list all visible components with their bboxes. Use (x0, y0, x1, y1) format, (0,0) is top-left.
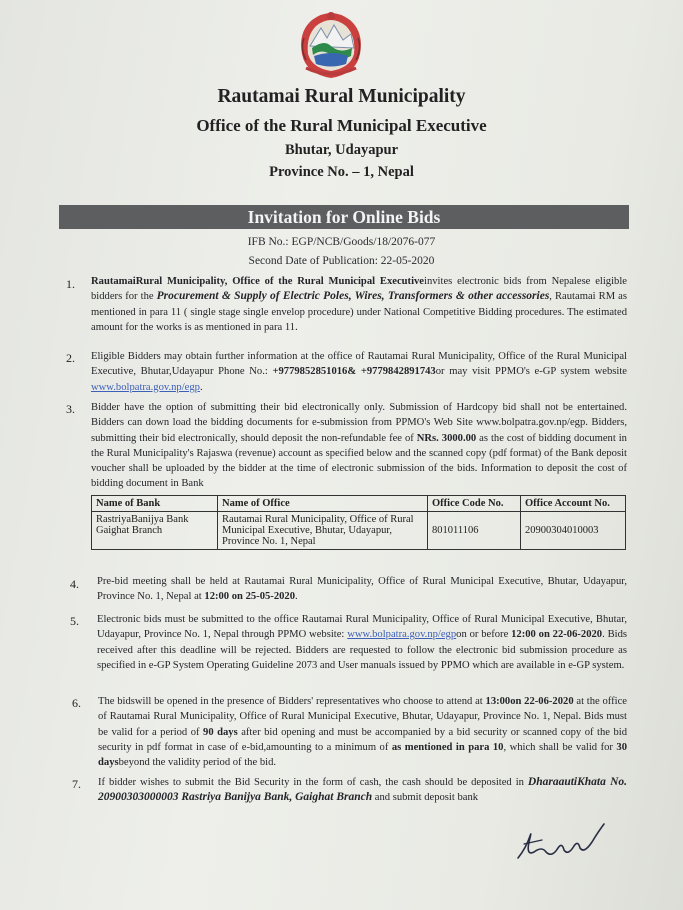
website-link[interactable]: www.bolpatra.gov.np/egp (347, 629, 457, 641)
column-header: Office Code No. (428, 496, 521, 512)
signature (512, 812, 612, 868)
notice-title: Invitation for Online Bids (59, 205, 629, 229)
column-header: Name of Bank (92, 496, 218, 512)
office-name: Office of the Rural Municipal Executive (196, 116, 487, 135)
item-number: 1. (66, 277, 75, 291)
province-line: Province No. – 1, Nepal (269, 164, 414, 180)
column-header: Office Account No. (521, 496, 626, 512)
clause-4: Pre-bid meeting shall be held at Rautamai Rural Municipality, Office of Rural Municipal Executive, Bhutar, Udayapur, Province No. 1, Nepal at 12:00 on 25-05-2020. (97, 576, 627, 603)
table-row (92, 512, 626, 550)
item-number: 4. (70, 577, 79, 591)
account-number-cell: 20900304010003 (521, 512, 626, 550)
clause-3: Bidder have the option of submitting their bid electronically only. Submission of Hardcopy bid shall not be entertained. Bidders can down load the bidding documents for e-submission from PPMO's Web Site www.bolpatra.gov.np/egp. Bidders, submitting their bid electronically, should deposit the non-refundable fee of NRs. 3000.00 as the cost of bidding document in the Rural Municipality's Rajaswa (revenue) account as specified below and the scanned copy (pdf format) of the Bank deposit voucher shall be uploaded by the bidder at the time of electronic submission of the bids. Information to deposit the cost of bidding document in Bank (91, 402, 627, 490)
clause-5: Electronic bids must be submitted to the office Rautamai Rural Municipality, Office of Rural Municipal Executive, Bhutar, Udayapur, Province No. 1, Nepal through PPMO website: www.bolpatra.gov.np/egpon or before 12:00 on 22-06-2020. Bids received after this deadline will be rejected. Bidders are requested to follow the electronic bid submission procedure as specified in e-GP System Operating Guideline 2073 and User manuals issued by PPMO which are available in e-GP system. (97, 614, 627, 671)
ifb-number: IFB No.: EGP/NCB/Goods/18/2076-077 (247, 236, 436, 248)
publication-date: Second Date of Publication: 22-05-2020 (248, 255, 435, 267)
item-number: 2. (66, 351, 75, 365)
bank-name-cell: RastriyaBanijya Bank Gaighat Branch (92, 512, 218, 550)
item-number: 7. (72, 777, 81, 791)
item-number: 3. (66, 402, 75, 416)
item-number: 5. (70, 614, 79, 628)
table-header-row (92, 496, 626, 512)
clause-1: RautamaiRural Municipality, Office of the Rural Municipal Executiveinvites electronic bids from Nepalese eligible bidders for the Procurement & Supply of Electric Poles, Wires, Transformers & other accessories, Rautamai RM as mentioned in para 11 ( single stage single envelop procedure) under National Competitive Bidding procedures. The estimated amount for the works is as mentioned in para 11. (91, 276, 627, 333)
clause-6: The bidswill be opened in the presence of Bidders' representatives who choose to attend at 13:00on 22-06-2020 at the office of Rautamai Rural Municipality, Office of Rural Municipal Executive, Bhutar, Udayapur, Province No. 1, Nepal. Bids must be valid for a period of 90 days after bid opening and must be accompanied by a bid security or scanned copy of the bid security in pdf format in case of e-bid,amounting to a minimum of as mentioned in para 10, which shall be valid for 30 daysbeyond the validity period of the bid. (98, 696, 628, 769)
clause-2: Eligible Bidders may obtain further information at the office of Rautamai Rural Municipality, Office of the Rural Municipal Executive, Bhutar,Udayapur Phone No.: +9779852851016& +9779842891743or may visit PPMO's e-GP system website www.bolpatra.gov.np/egp. (91, 351, 627, 393)
website-link[interactable]: www.bolpatra.gov.np/egp (91, 381, 200, 393)
clause-7: If bidder wishes to submit the Bid Security in the form of cash, the cash should be deposited in DharaautiKhata No. 20900303000003 Rastriya Banijya Bank, Gaighat Branch and submit deposit bank (98, 776, 628, 804)
municipality-name: Rautamai Rural Municipality (217, 86, 466, 107)
item-number: 6. (72, 696, 81, 710)
office-location: Bhutar, Udayapur (284, 142, 399, 158)
office-code-cell: 801011106 (428, 512, 521, 550)
government-emblem-icon (294, 8, 368, 82)
column-header: Name of Office (218, 496, 428, 512)
bank-deposit-table (91, 495, 626, 550)
office-name-cell: Rautamai Rural Municipality, Office of Rural Municipal Executive, Bhutar, Udayapur, Province No. 1, Nepal (218, 512, 428, 550)
